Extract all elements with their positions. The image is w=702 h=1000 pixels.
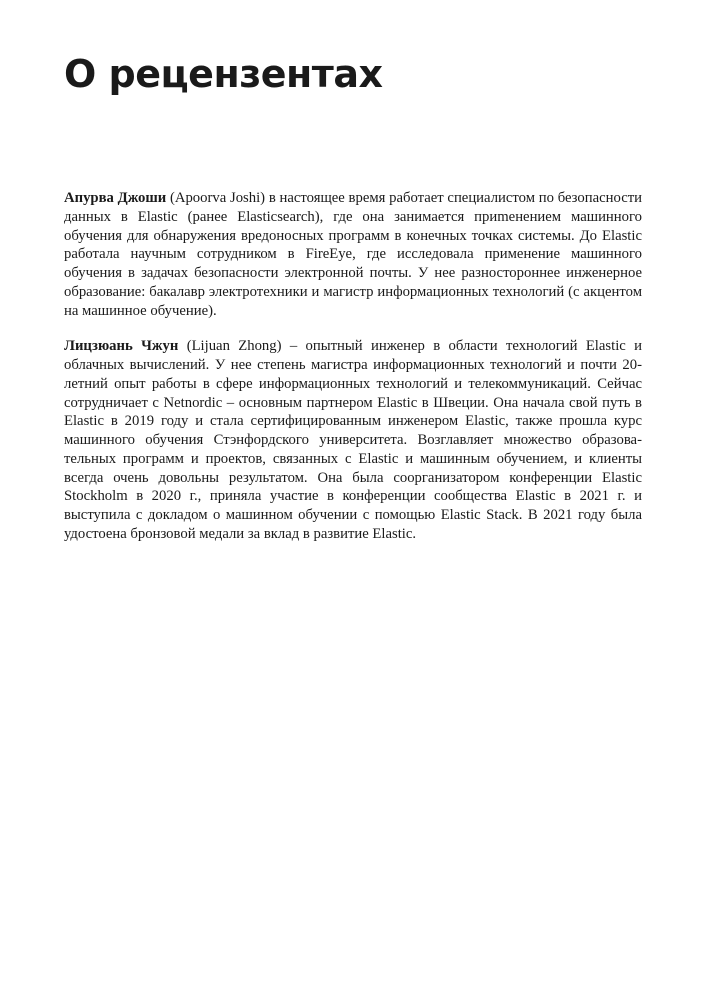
reviewers-section (64, 189, 642, 561)
reviewer-bio: (Apoorva Joshi) в настоящее время работает специалистом по безопасности данных в Elastic (ранее Elasticsearch), где она занимается приmенением машинного обучения для обнаружения вредоносных программ в конечных точках системы. До Elastic работала научным сотрудником в FireEye, где исследовала применение машинного обучения в задачах безопасности электронной почты. У нее разностороннее инженерное образование: бакалавр электротехники и магистр информационных технологий (с акцентом на машинное обучение). (64, 190, 642, 319)
reviewer-paragraph (64, 189, 642, 320)
page-title: О рецензентах (64, 52, 383, 96)
reviewer-name: Лицзюань Чжун (64, 338, 179, 355)
reviewer-bio: (Lijuan Zhong) – опытный инженер в области технологий Elastic и облачных вычислений. У нее степень магистра информационных технологий и почти 20-летний опыт работы в сфере информационных технологий и телекоммуникаций. Сейчас сотрудничает с Netnordic – основным партнером Elastic в Швеции. Она начала свой путь в Elastic в 2019 году и стала сертифицированным инженером Elastic, также прошла курс машинного обучения Стэнфордского университета. Возглавляет множество образовательных программ и проектов, связанных с Elastic и машинным обучением, и клиенты всегда очень довольны результатом. Она была соорганизатором конференции Elastic Stockholm в 2020 г., приняла участие в конференции сообщества Elastic в 2021 г. и выступила с докладом о машинном обучении с помощью Elastic Stack. В 2021 году была удостоена бронзовой медали за вклад в развитие Elastic. (64, 338, 643, 542)
reviewer-name: Апурва Джоши (64, 190, 167, 206)
reviewer-paragraph (64, 337, 642, 543)
